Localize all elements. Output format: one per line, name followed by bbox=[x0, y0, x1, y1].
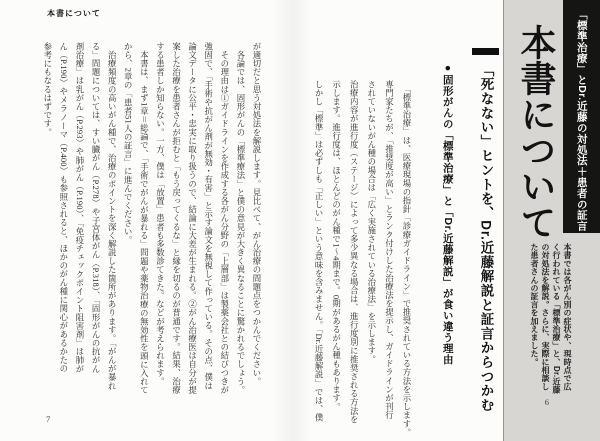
running-head: 本書について bbox=[47, 9, 101, 18]
body-text-right bbox=[309, 80, 415, 440]
sidebar-note: 本書では各がん別の症状や、現時点で広く行われている「標準治療」と、Dr.近藤の対処法を解説。さらに、実際に相談した患者さんの証言を加えました。 bbox=[530, 243, 572, 394]
text-column: 治療頻度の高いがん種で、治療のポイントを深く解説した箇所があります。「がんが暴れ bbox=[107, 42, 117, 390]
text-column: ん（P.190）やメラノーマ（P.400）も参照されると、ほかのがん種に関心があるかたの bbox=[58, 42, 68, 373]
text-column: 各論では、固形がんの「標準療法」と僕の意見が大きく異なることに驚かれるでしょう。 bbox=[235, 42, 245, 395]
text-column: が適切だと思う対処法を解説します。見比べて、がん治療の問題点をつかんでください。 bbox=[252, 42, 261, 386]
page-gutter bbox=[272, 0, 312, 441]
text-column: しかし「標準」は必ずしも「正しい」という意味を含みません。「Dr.近藤解説」では、僕 bbox=[314, 80, 324, 422]
text-column: から、2章の「患者51人の証言」に進んでください。 bbox=[123, 42, 133, 245]
text-column: 「標準治療」は、医療現場の指針「診療ガイドライン」で推奨されている方法を示します。 bbox=[402, 80, 411, 437]
text-column: る」問題については、すい臓がん（P.278）や子宮体がん（P.318）、「固形がんの抗がん bbox=[91, 42, 101, 374]
heading-marker-bar bbox=[472, 48, 499, 55]
text-column: 案した治療を患者さんが拒むと「もう戻ってくるな」と縁を切るのが普通です。結果、治療 bbox=[171, 42, 181, 395]
text-column: 参考にもなるはずです。 bbox=[42, 42, 52, 137]
subsection-heading: ●固形がんの「標準治療」と「Dr.近藤解説」が食い違う理由 bbox=[441, 62, 454, 366]
text-column: する患者しか知らない。一方、僕は「放置」患者も多数診てきた。などが考えられます。 bbox=[155, 42, 165, 386]
page-number-right: 6 bbox=[544, 397, 549, 407]
section-heading: 「死なない」ヒントを、Dr.近藤解説と証言からつかむ bbox=[478, 63, 494, 413]
page-title: 本書について bbox=[516, 24, 557, 240]
text-column: 示します。進行度は、ほとんどのがん種で1～4期まで。0期があるがん種もあります。 bbox=[331, 80, 341, 411]
text-column: 剤治療」は乳がん（P.293）や肺がん（P.190）、「免疫チェックポイント阻害剤」は肺が bbox=[74, 42, 84, 374]
text-column: その理由は①ガイドラインを作成する各がん分野の「上層部」は製薬会社との結びつきが bbox=[219, 42, 229, 395]
text-column: 本書は、まず1章＝総論で、「手術でがんが暴れる」問題や薬物治療の無効性を頭に入れて bbox=[139, 42, 149, 395]
page-number-left: 7 bbox=[46, 414, 51, 424]
text-column: 専門家たちが、「推奨度が高い」とランク付けした治療法を提示し、ガイドラインが刊行 bbox=[384, 80, 394, 420]
edition-banner-label: 「標準治療」とDr.近藤の対処法＋患者の証言 bbox=[575, 9, 588, 232]
edition-banner bbox=[563, 0, 600, 233]
text-column: 強固で、「手術や抗がん剤が無効・有害」と示す論文を無視して作っている。その点、僕は bbox=[203, 42, 213, 390]
text-column: 論文データに公平・忠実に取り扱うので、結論に大差が生まれる。②がん治療医は自分が提 bbox=[187, 42, 197, 395]
body-text-left bbox=[38, 42, 264, 428]
text-column: 治療内容が進行度（ステージ）によって多少異なる場合は、進行度別に推奨される方法を bbox=[349, 80, 359, 424]
text-column: されていないがん種の場合は「広く実施されている治療法」を示します。 bbox=[366, 80, 376, 364]
